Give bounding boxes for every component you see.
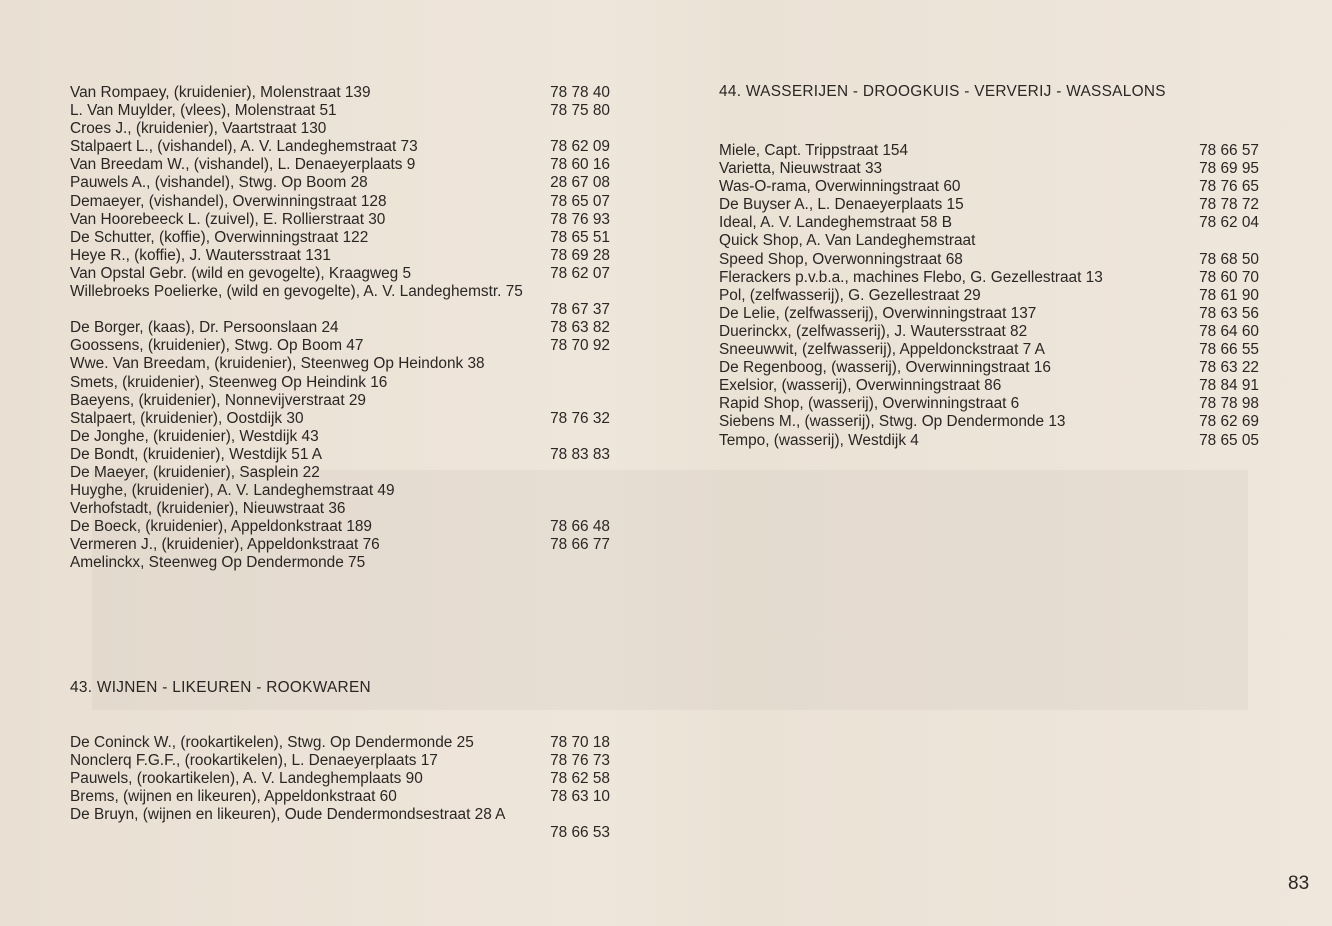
entry-phone: 78 76 65 [1199,178,1259,196]
list-item [70,174,610,192]
entry-name: Was-O-rama, Overwinningstraat 60 [719,178,961,196]
section-43-heading: 43. WIJNEN - LIKEUREN - ROOKWAREN [70,679,371,696]
list-item [719,413,1259,431]
entry-phone: 78 66 77 [550,536,610,554]
list-item [70,428,610,446]
list-item [70,229,610,247]
entry-name: De Maeyer, (kruidenier), Sasplein 22 [70,463,320,481]
entry-name: Verhofstadt, (kruidenier), Nieuwstraat 36 [70,500,346,518]
list-item [719,341,1259,359]
entry-phone: 78 84 91 [1199,377,1259,395]
entry-name: Speed Shop, Overwonningstraat 68 [719,250,963,268]
list-item [719,214,1259,232]
entry-name: Pauwels A., (vishandel), Stwg. Op Boom 28 [70,174,368,192]
entry-phone: 78 63 82 [550,319,610,337]
entry-phone: 78 63 56 [1199,304,1259,322]
list-item [70,319,610,337]
list-item [70,446,610,464]
entry-phone: 78 62 69 [1199,413,1259,431]
list-item [719,269,1259,287]
entry-phone: 78 69 95 [1199,160,1259,178]
entry-phone: 78 66 55 [1199,341,1259,359]
list-item [70,138,610,156]
left-column-list [70,84,610,573]
list-item [719,142,1259,160]
list-item [719,178,1259,196]
entry-name: Rapid Shop, (wasserij), Overwinningstraat 6 [719,395,1020,413]
entry-name: Stalpaert L., (vishandel), A. V. Landeghemstraat 73 [70,138,418,156]
entry-phone: 78 65 07 [550,192,610,210]
entry-name: L. Van Muylder, (vlees), Molenstraat 51 [70,102,337,120]
list-item [70,500,610,518]
entry-name: Duerinckx, (zelfwasserij), J. Wautersstraat 82 [719,322,1028,340]
list-item [70,156,610,174]
entry-phone: 78 62 07 [550,264,610,282]
entry-name: Exelsior, (wasserij), Overwinningstraat 86 [719,377,1002,395]
list-item [719,251,1259,269]
page-number: 83 [1288,873,1310,894]
entry-phone: 78 83 83 [550,445,610,463]
entry-phone: 78 60 16 [550,156,610,174]
list-item [70,788,610,806]
entry-name: De Regenboog, (wasserij), Overwinningstraat 16 [719,359,1051,377]
entry-phone: 78 66 57 [1199,142,1259,159]
list-item [719,432,1259,450]
list-item [70,265,610,283]
entry-phone: 78 64 60 [1199,322,1259,340]
list-item [70,410,610,428]
list-item [719,287,1259,305]
entry-name: Stalpaert, (kruidenier), Oostdijk 30 [70,409,304,427]
entry-name: Van Breedam W., (vishandel), L. Denaeyerplaats 9 [70,156,416,174]
entry-name: De Bondt, (kruidenier), Westdijk 51 A [70,445,323,463]
entry-phone: 78 65 51 [550,228,610,246]
list-item [70,102,610,120]
list-item [719,395,1259,413]
entry-phone: 78 63 22 [1199,359,1259,377]
entry-name: De Schutter, (koffie), Overwinningstraat 122 [70,228,369,246]
entry-name: De Lelie, (zelfwasserij), Overwinningstraat 137 [719,304,1037,322]
list-item [70,824,610,842]
entry-name: Huyghe, (kruidenier), A. V. Landeghemstraat 49 [70,482,395,500]
entry-phone: 28 67 08 [550,174,610,192]
list-item [70,482,610,500]
entry-name: Miele, Capt. Trippstraat 154 [719,142,909,159]
entry-name: De Borger, (kaas), Dr. Persoonslaan 24 [70,319,339,337]
entry-name: Willebroeks Poelierke, (wild en gevogelte), A. V. Landeghemstr. 75 [70,283,523,301]
entry-phone: 78 60 70 [1199,268,1259,286]
entry-name: Van Opstal Gebr. (wild en gevogelte), Kraagweg 5 [70,264,412,282]
list-item [719,196,1259,214]
list-item [719,377,1259,395]
entry-name: Ideal, A. V. Landeghemstraat 58 B [719,214,953,232]
entry-name: Van Rompaey, (kruidenier), Molenstraat 139 [70,84,371,101]
entry-name: Quick Shop, A. Van Landeghemstraat [719,232,976,250]
entry-phone: 78 66 48 [550,518,610,536]
list-item [70,770,610,788]
list-item [70,554,610,572]
entry-phone: 78 75 80 [550,102,610,120]
list-item [70,752,610,770]
entry-name: Varietta, Nieuwstraat 33 [719,160,883,178]
entry-phone: 78 70 92 [550,337,610,355]
entry-phone: 78 65 05 [1199,431,1259,449]
entry-name: De Jonghe, (kruidenier), Westdijk 43 [70,427,319,445]
list-item [70,734,610,752]
list-item [70,518,610,536]
list-item [70,84,610,102]
entry-name: De Bruyn, (wijnen en likeuren), Oude Dendermondsestraat 28 A [70,806,506,824]
list-item [70,211,610,229]
entry-name: Croes J., (kruidenier), Vaartstraat 130 [70,120,327,138]
entry-name: Van Hoorebeeck L. (zuivel), E. Rollierstraat 30 [70,210,386,228]
list-item [70,374,610,392]
entry-name: De Coninck W., (rookartikelen), Stwg. Op Dendermonde 25 [70,734,474,751]
entry-name: De Buyser A., L. Denaeyerplaats 15 [719,196,964,214]
entry-phone: 78 68 50 [1199,250,1259,268]
entry-phone: 78 61 90 [1199,286,1259,304]
entry-phone: 78 62 09 [550,138,610,156]
list-item [70,355,610,373]
list-item [70,247,610,265]
list-item [719,160,1259,178]
entry-name: Nonclerq F.G.F., (rookartikelen), L. Denaeyerplaats 17 [70,752,438,770]
list-item [70,536,610,554]
entry-name: Flerackers p.v.b.a., machines Flebo, G. Gezellestraat 13 [719,268,1103,286]
entry-phone: 78 76 73 [550,752,610,770]
list-item [70,120,610,138]
entry-name: Goossens, (kruidenier), Stwg. Op Boom 47 [70,337,364,355]
entry-phone: 78 63 10 [550,788,610,806]
entry-name: Heye R., (koffie), J. Wautersstraat 131 [70,246,331,264]
entry-phone: 78 78 40 [550,84,610,101]
entry-name: Tempo, (wasserij), Westdijk 4 [719,431,919,449]
entry-phone: 78 70 18 [550,734,610,751]
entry-phone: 78 78 72 [1199,196,1259,214]
entry-name: Amelinckx, Steenweg Op Dendermonde 75 [70,554,366,572]
list-item [719,232,1259,250]
list-item [70,392,610,410]
entry-name: Pol, (zelfwasserij), G. Gezellestraat 29 [719,286,981,304]
entry-name: Siebens M., (wasserij), Stwg. Op Dendermonde 13 [719,413,1066,431]
section-44-list [719,142,1259,450]
list-item [70,301,610,319]
entry-phone: 78 66 53 [550,824,610,842]
entry-phone: 78 67 37 [550,301,610,319]
list-item [719,323,1259,341]
entry-name: Pauwels, (rookartikelen), A. V. Landeghemplaats 90 [70,770,423,788]
section-43-list [70,734,610,843]
entry-phone: 78 69 28 [550,246,610,264]
list-item [719,359,1259,377]
entry-phone: 78 62 04 [1199,214,1259,232]
entry-name: Demaeyer, (vishandel), Overwinningstraat 128 [70,192,387,210]
entry-name: Wwe. Van Breedam, (kruidenier), Steenweg Op Heindonk 38 [70,355,485,373]
entry-name: Sneeuwwit, (zelfwasserij), Appeldonckstraat 7 A [719,341,1045,359]
entry-phone: 78 76 93 [550,210,610,228]
list-item [70,337,610,355]
entry-phone: 78 76 32 [550,409,610,427]
entry-name: Brems, (wijnen en likeuren), Appeldonkstraat 60 [70,788,397,806]
list-item [719,305,1259,323]
entry-phone: 78 78 98 [1199,395,1259,413]
entry-name: Smets, (kruidenier), Steenweg Op Heindink 16 [70,373,388,391]
list-item [70,806,610,824]
section-44-heading: 44. WASSERIJEN - DROOGKUIS - VERVERIJ - WASSALONS [719,83,1166,100]
entry-name: De Boeck, (kruidenier), Appeldonkstraat 189 [70,518,372,536]
list-item [70,193,610,211]
list-item [70,464,610,482]
list-item [70,283,610,301]
entry-name: Baeyens, (kruidenier), Nonnevijverstraat 29 [70,391,366,409]
entry-phone: 78 62 58 [550,770,610,788]
entry-name: Vermeren J., (kruidenier), Appeldonkstraat 76 [70,536,380,554]
